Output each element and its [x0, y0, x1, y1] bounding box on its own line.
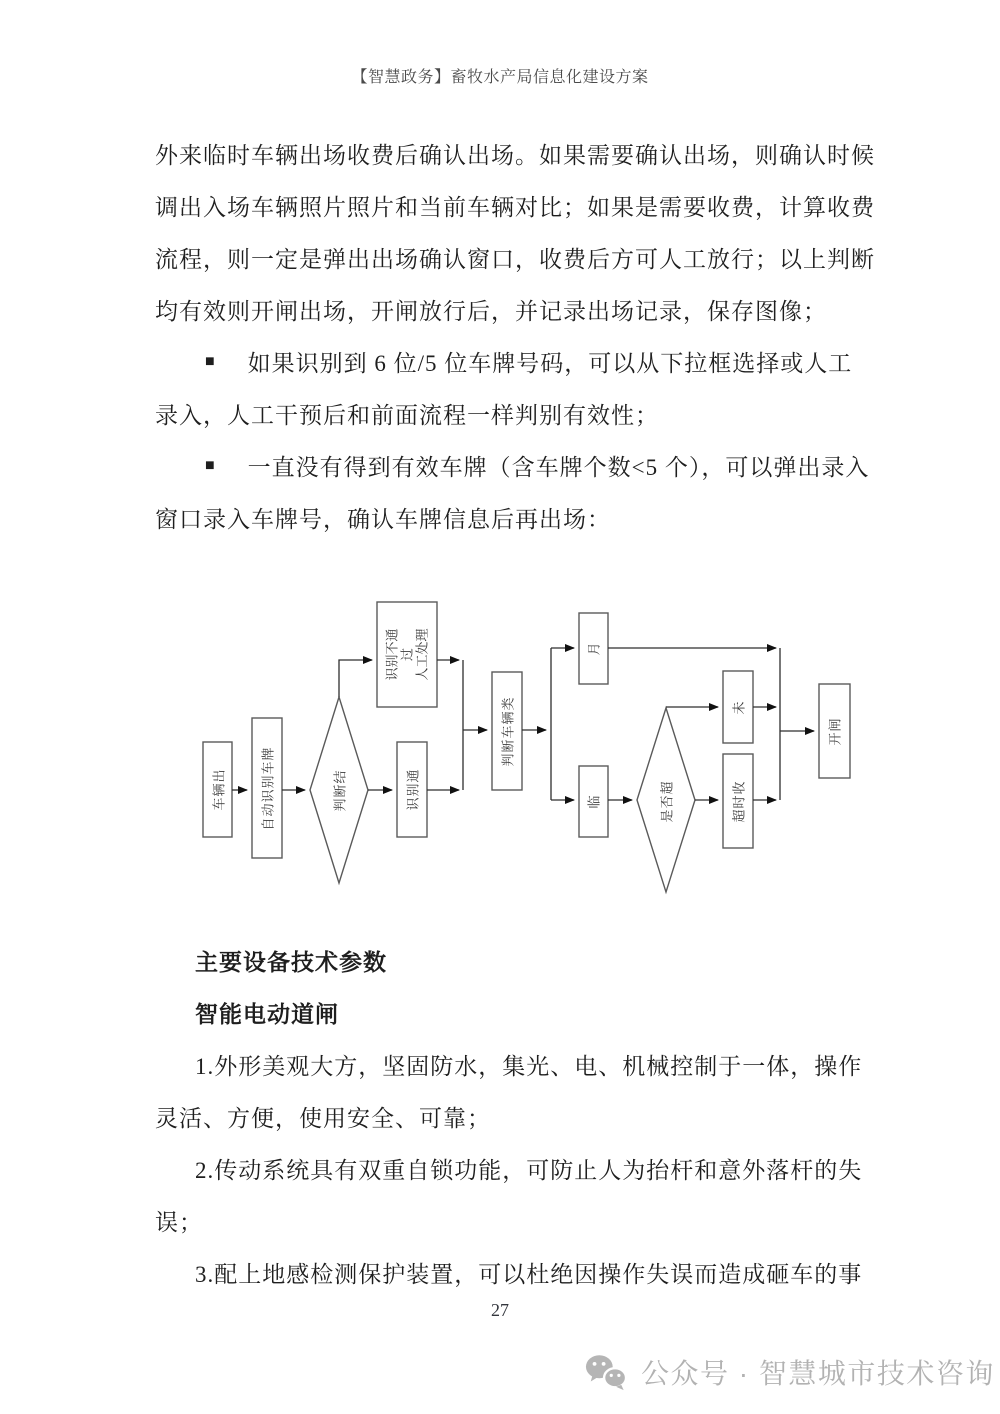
bullet-square-icon: ■: [205, 353, 216, 370]
vehicle-exit-flowchart: [180, 580, 880, 930]
node-label: 判断结: [332, 768, 348, 812]
bullet-square-icon: ■: [205, 457, 216, 474]
list-item-line: 误；: [155, 1209, 203, 1235]
page-number: 27: [491, 1300, 509, 1320]
list-item-line: 3.配上地感检测保护装置，可以杜绝因操作失误而造成砸车的事: [195, 1261, 863, 1287]
node-label: 临: [586, 794, 602, 809]
bullet-text: 如果识别到 6 位/5 位车牌号码，可以从下拉框选择或人工: [247, 350, 853, 376]
node-label: 月: [586, 641, 602, 656]
body-text-block: [155, 127, 877, 543]
list-item-line: 2.传动系统具有双重自锁功能，可防止人为抬杆和意外落杆的失: [195, 1157, 863, 1183]
paragraph-line: 流程，则一定是弹出出场确认窗口，收费后方可人工放行；以上判断: [155, 246, 875, 272]
paragraph-line: 窗口录入车牌号，确认车牌信息后再出场：: [155, 506, 611, 532]
bullet-text: 一直没有得到有效车牌（含车牌个数<5 个），可以弹出录入: [247, 454, 870, 480]
paragraph-line: 调出入场车辆照片照片和当前车辆对比；如果是需要收费，计算收费: [155, 194, 875, 220]
node-label: 识别通: [405, 768, 421, 811]
node-label: 超时收: [731, 779, 747, 823]
wechat-icon: [585, 1353, 627, 1391]
tech-params-section: [155, 934, 877, 1298]
paragraph-line: 外来临时车辆出场收费后确认出场。如果需要确认出场，则确认时候: [155, 142, 875, 168]
paragraph-line: 均有效则开闸出场，开闸放行后，并记录出场记录，保存图像；: [155, 298, 827, 324]
section-heading-main: 主要设备技术参数: [195, 949, 387, 975]
node-label: 自动识别车牌: [260, 745, 276, 831]
node-label: 是否超: [659, 779, 675, 823]
node-label: 未: [731, 699, 747, 715]
node-label: 判断车辆类: [500, 695, 516, 767]
list-item-line: 1.外形美观大方，坚固防水，集光、电、机械控制于一体，操作: [195, 1053, 863, 1079]
flowchart-shapes: [180, 580, 880, 930]
footer-watermark-text: 公众号 · 智慧城市技术咨询: [641, 1358, 995, 1389]
footer-watermark: [585, 1352, 995, 1392]
bullet-line: [155, 439, 877, 491]
document-header-title: 【智慧政务】畜牧水产局信息化建设方案: [351, 69, 649, 86]
paragraph-line: 录入，人工干预后和前面流程一样判别有效性；: [155, 402, 659, 428]
section-heading-sub: 智能电动道闸: [195, 1001, 339, 1027]
node-label: 车辆出: [211, 768, 227, 811]
bullet-line: [155, 335, 877, 387]
node-label: 识别不通 过 人工处理: [384, 628, 430, 681]
list-item-line: 灵活、方便，使用安全、可靠；: [155, 1105, 491, 1131]
node-label: 开闸: [827, 716, 843, 746]
